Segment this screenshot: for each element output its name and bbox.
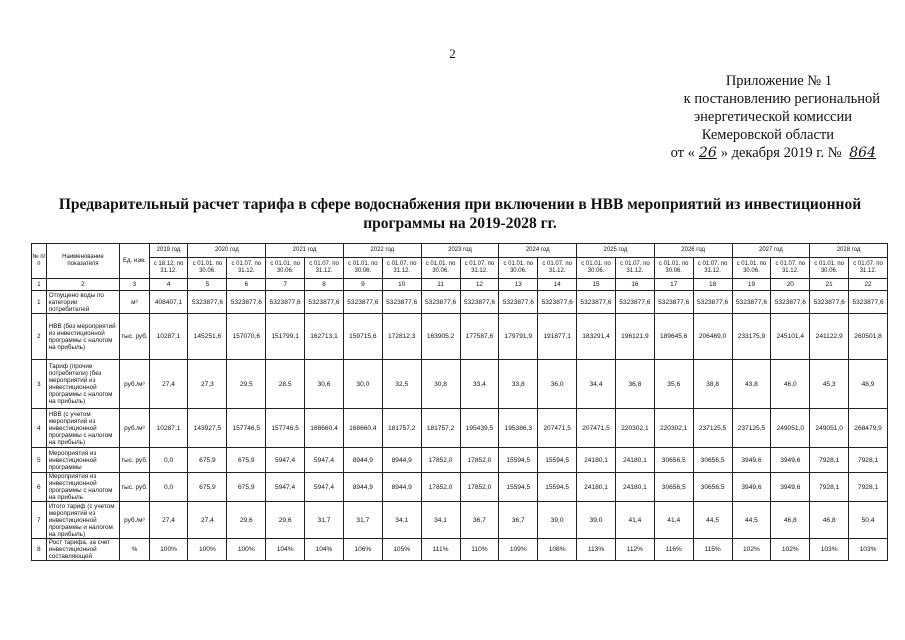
row-value-cell: 17852,0 — [460, 448, 499, 473]
row-value-cell: 36,7 — [460, 502, 499, 539]
row-indicator-name: Отпущено воды по категории потребителей — [46, 291, 120, 314]
row-value-cell: 112% — [615, 539, 654, 561]
date-suffix: » декабря 2019 г. № — [720, 145, 842, 161]
row-unit: тыс. руб. — [120, 448, 149, 473]
row-value-cell: 29,6 — [227, 502, 266, 539]
row-value-cell: 102% — [771, 539, 810, 561]
row-unit: руб./м³ — [120, 502, 149, 539]
header-period: с 01.01. по 30.06. — [810, 258, 849, 279]
row-number: 6 — [32, 473, 47, 502]
row-value-cell: 44,5 — [732, 502, 771, 539]
table-body — [32, 279, 888, 561]
row-value-cell: 237125,5 — [693, 409, 732, 448]
row-value-cell: 38,8 — [693, 360, 732, 409]
header-name: Наименование показателя — [46, 244, 120, 279]
row-indicator-name: НВВ (без мероприятий из инвестиционной программы с налогом на прибыль) — [46, 314, 120, 360]
header-unit: Ед. изм. — [120, 244, 149, 279]
row-value-cell: 145251,6 — [188, 314, 227, 360]
row-number: 3 — [32, 360, 47, 409]
row-value-cell: 17852,0 — [421, 473, 460, 502]
row-value-cell: 3949,6 — [732, 448, 771, 473]
row-value-cell: 5323877,6 — [343, 291, 382, 314]
row-value-cell: 100% — [188, 539, 227, 561]
row-value-cell: 189645,6 — [654, 314, 693, 360]
row-value-cell: 8944,9 — [382, 473, 421, 502]
row-value-cell: 17852,0 — [421, 448, 460, 473]
header-year: 2022 год — [343, 244, 421, 258]
header-period: с 01.07. по 31.12. — [693, 258, 732, 279]
header-year: 2024 год — [499, 244, 577, 258]
row-value-cell: 30,6 — [305, 360, 344, 409]
row-value-cell: 195386,3 — [499, 409, 538, 448]
title-line-1: Предварительный расчет тарифа в сфере водоснабжения при включении в НВВ мероприятий из инвестиционной — [58, 196, 862, 213]
col-number: 20 — [771, 279, 810, 291]
row-indicator-name: Мероприятия из инвестиционной программы с налогом на прибыль — [46, 473, 120, 502]
appendix-line-3: энергетической комиссии — [693, 109, 852, 125]
col-number: 18 — [693, 279, 732, 291]
row-value-cell: 168660,4 — [343, 409, 382, 448]
row-value-cell: 675,9 — [188, 448, 227, 473]
row-value-cell: 15594,5 — [538, 473, 577, 502]
table-row — [32, 360, 888, 409]
table-row — [32, 409, 888, 448]
row-value-cell: 113% — [577, 539, 616, 561]
row-value-cell: 103% — [810, 539, 849, 561]
row-value-cell: 30,8 — [421, 360, 460, 409]
row-value-cell: 31,7 — [305, 502, 344, 539]
row-value-cell: 50,4 — [849, 502, 888, 539]
row-value-cell: 5323877,6 — [499, 291, 538, 314]
row-value-cell: 33,4 — [460, 360, 499, 409]
table-row — [32, 502, 888, 539]
row-value-cell: 24180,1 — [615, 473, 654, 502]
row-value-cell: 39,0 — [538, 502, 577, 539]
column-number-row — [32, 279, 888, 291]
row-value-cell: 220302,1 — [615, 409, 654, 448]
row-value-cell: 5947,4 — [305, 473, 344, 502]
row-number: 2 — [32, 314, 47, 360]
col-number: 13 — [499, 279, 538, 291]
row-value-cell: 163905,2 — [421, 314, 460, 360]
row-value-cell: 46,0 — [771, 360, 810, 409]
appendix-line-5 — [560, 144, 880, 162]
row-value-cell: 5323877,6 — [849, 291, 888, 314]
row-unit: руб./м³ — [120, 360, 149, 409]
row-value-cell: 5323877,6 — [266, 291, 305, 314]
row-value-cell: 44,5 — [693, 502, 732, 539]
header-period: с 01.07. по 31.12. — [615, 258, 654, 279]
header-period: с 01.07. по 31.12. — [227, 258, 266, 279]
header-year: 2023 год — [421, 244, 499, 258]
row-value-cell: 5323877,6 — [305, 291, 344, 314]
header-period: с 01.01. по 30.06. — [732, 258, 771, 279]
col-number: 19 — [732, 279, 771, 291]
row-value-cell: 104% — [266, 539, 305, 561]
row-value-cell: 27,4 — [188, 502, 227, 539]
row-value-cell: 30656,5 — [693, 448, 732, 473]
row-value-cell: 15594,5 — [538, 448, 577, 473]
row-value-cell: 41,4 — [654, 502, 693, 539]
row-value-cell: 108% — [538, 539, 577, 561]
col-number: 2 — [46, 279, 120, 291]
appendix-block — [560, 72, 880, 162]
header-period: с 01.01. по 30.06. — [188, 258, 227, 279]
appendix-line-1: Приложение № 1 — [725, 73, 832, 89]
row-value-cell: 5323877,6 — [771, 291, 810, 314]
row-number: 4 — [32, 409, 47, 448]
row-value-cell: 29,5 — [227, 360, 266, 409]
row-value-cell: 10287,1 — [149, 314, 188, 360]
row-value-cell: 32,5 — [382, 360, 421, 409]
row-value-cell: 159715,6 — [343, 314, 382, 360]
row-value-cell: 46,8 — [771, 502, 810, 539]
table-row — [32, 291, 888, 314]
row-value-cell: 241122,9 — [810, 314, 849, 360]
header-period: с 18.12. по 31.12. — [149, 258, 188, 279]
row-value-cell: 39,0 — [577, 502, 616, 539]
row-value-cell: 24180,1 — [577, 473, 616, 502]
row-value-cell: 30656,5 — [693, 473, 732, 502]
row-indicator-name: Рост тарифа, за счет инвестиционной составляющей — [46, 539, 120, 561]
row-value-cell: 5323877,6 — [693, 291, 732, 314]
table-row — [32, 314, 888, 360]
header-year: 2028 год — [810, 244, 888, 258]
row-value-cell: 5323877,6 — [227, 291, 266, 314]
row-value-cell: 5323877,6 — [460, 291, 499, 314]
header-year: 2027 год — [732, 244, 810, 258]
header-row-periods — [32, 258, 888, 279]
row-value-cell: 33,8 — [499, 360, 538, 409]
header-period: с 01.01. по 30.06. — [499, 258, 538, 279]
header-period: с 01.07. по 31.12. — [849, 258, 888, 279]
col-number: 6 — [227, 279, 266, 291]
col-number: 5 — [188, 279, 227, 291]
header-period: с 01.01. по 30.06. — [266, 258, 305, 279]
row-value-cell: 110% — [460, 539, 499, 561]
row-value-cell: 5323877,6 — [421, 291, 460, 314]
row-unit: % — [120, 539, 149, 561]
row-value-cell: 143927,5 — [188, 409, 227, 448]
row-value-cell: 177587,6 — [460, 314, 499, 360]
row-value-cell: 237125,5 — [732, 409, 771, 448]
row-unit: тыс. руб. — [120, 473, 149, 502]
header-year: 2026 год — [654, 244, 732, 258]
row-value-cell: 249051,0 — [810, 409, 849, 448]
row-value-cell: 233175,9 — [732, 314, 771, 360]
table-row — [32, 448, 888, 473]
header-period: с 01.01. по 30.06. — [421, 258, 460, 279]
row-value-cell: 24180,1 — [615, 448, 654, 473]
row-value-cell: 157746,5 — [227, 409, 266, 448]
row-value-cell: 116% — [654, 539, 693, 561]
row-value-cell: 105% — [382, 539, 421, 561]
row-value-cell: 27,3 — [188, 360, 227, 409]
header-period: с 01.07. по 31.12. — [460, 258, 499, 279]
row-value-cell: 195439,5 — [460, 409, 499, 448]
row-value-cell: 5947,4 — [266, 473, 305, 502]
row-value-cell: 181757,2 — [421, 409, 460, 448]
col-number: 4 — [149, 279, 188, 291]
row-value-cell: 15594,5 — [499, 473, 538, 502]
handwritten-day: 26 — [698, 145, 717, 161]
row-value-cell: 5323877,6 — [188, 291, 227, 314]
header-year: 2021 год — [266, 244, 344, 258]
row-value-cell: 17852,0 — [460, 473, 499, 502]
row-value-cell: 34,1 — [421, 502, 460, 539]
col-number: 16 — [615, 279, 654, 291]
row-value-cell: 5947,4 — [266, 448, 305, 473]
col-number: 3 — [120, 279, 149, 291]
col-number: 11 — [421, 279, 460, 291]
row-value-cell: 408407,1 — [149, 291, 188, 314]
row-value-cell: 7928,1 — [849, 473, 888, 502]
row-value-cell: 27,4 — [149, 360, 188, 409]
appendix-line-2: к постановлению региональной — [683, 91, 880, 107]
header-no: № п/п — [32, 244, 47, 279]
row-value-cell: 103% — [849, 539, 888, 561]
row-value-cell: 5323877,6 — [538, 291, 577, 314]
row-value-cell: 36,8 — [615, 360, 654, 409]
row-value-cell: 24180,1 — [577, 448, 616, 473]
col-number: 7 — [266, 279, 305, 291]
row-value-cell: 15594,5 — [499, 448, 538, 473]
row-value-cell: 106% — [343, 539, 382, 561]
row-value-cell: 5323877,6 — [654, 291, 693, 314]
col-number: 22 — [849, 279, 888, 291]
tariff-table — [31, 243, 888, 561]
row-value-cell: 8944,9 — [343, 448, 382, 473]
page-number: 2 — [449, 46, 456, 61]
col-number: 15 — [577, 279, 616, 291]
row-value-cell: 157070,6 — [227, 314, 266, 360]
col-number: 1 — [32, 279, 47, 291]
row-value-cell: 35,6 — [654, 360, 693, 409]
row-indicator-name: Тариф (прочие потребители) (без мероприятий из инвестиционной программы с налогом на прибыль) — [46, 360, 120, 409]
row-value-cell: 3949,6 — [771, 473, 810, 502]
row-value-cell: 157746,5 — [266, 409, 305, 448]
row-value-cell: 7928,1 — [810, 473, 849, 502]
row-value-cell: 191877,1 — [538, 314, 577, 360]
row-value-cell: 151799,1 — [266, 314, 305, 360]
row-value-cell: 115% — [693, 539, 732, 561]
header-period: с 01.01. по 30.06. — [577, 258, 616, 279]
row-value-cell: 206469,0 — [693, 314, 732, 360]
col-number: 9 — [343, 279, 382, 291]
row-unit: руб./м³ — [120, 409, 149, 448]
row-value-cell: 8944,9 — [382, 448, 421, 473]
row-value-cell: 181757,2 — [382, 409, 421, 448]
row-value-cell: 28,5 — [266, 360, 305, 409]
col-number: 8 — [305, 279, 344, 291]
row-value-cell: 41,4 — [615, 502, 654, 539]
header-period: с 01.07. по 31.12. — [771, 258, 810, 279]
row-value-cell: 3949,6 — [771, 448, 810, 473]
row-value-cell: 102% — [732, 539, 771, 561]
header-period: с 01.01. по 30.06. — [343, 258, 382, 279]
row-value-cell: 10287,1 — [149, 409, 188, 448]
col-number: 12 — [460, 279, 499, 291]
row-value-cell: 3949,6 — [732, 473, 771, 502]
header-period: с 01.01. по 30.06. — [654, 258, 693, 279]
row-value-cell: 207471,5 — [577, 409, 616, 448]
row-value-cell: 172812,3 — [382, 314, 421, 360]
row-value-cell: 0,0 — [149, 473, 188, 502]
row-value-cell: 36,0 — [538, 360, 577, 409]
header-row-years — [32, 244, 888, 258]
col-number: 14 — [538, 279, 577, 291]
row-value-cell: 100% — [149, 539, 188, 561]
row-value-cell: 7928,1 — [810, 448, 849, 473]
table-row — [32, 539, 888, 561]
row-value-cell: 5323877,6 — [382, 291, 421, 314]
row-value-cell: 46,8 — [810, 502, 849, 539]
row-value-cell: 220302,1 — [654, 409, 693, 448]
row-indicator-name: Итого тариф (с учетом мероприятий из инвестиционной программы и налогом на прибыль) — [46, 502, 120, 539]
row-number: 5 — [32, 448, 47, 473]
row-value-cell: 162713,1 — [305, 314, 344, 360]
row-value-cell: 5323877,6 — [615, 291, 654, 314]
row-value-cell: 31,7 — [343, 502, 382, 539]
row-value-cell: 5323877,6 — [810, 291, 849, 314]
header-year: 2025 год — [577, 244, 655, 258]
row-indicator-name: Мероприятия из инвестиционной программы — [46, 448, 120, 473]
row-value-cell: 30656,5 — [654, 473, 693, 502]
row-value-cell: 27,4 — [149, 502, 188, 539]
row-value-cell: 30,0 — [343, 360, 382, 409]
header-period: с 01.07. по 31.12. — [538, 258, 577, 279]
row-unit: тыс. руб. — [120, 314, 149, 360]
row-number: 1 — [32, 291, 47, 314]
row-value-cell: 109% — [499, 539, 538, 561]
row-value-cell: 5947,4 — [305, 448, 344, 473]
row-value-cell: 675,9 — [188, 473, 227, 502]
col-number: 10 — [382, 279, 421, 291]
col-number: 21 — [810, 279, 849, 291]
row-value-cell: 196121,9 — [615, 314, 654, 360]
row-value-cell: 168660,4 — [305, 409, 344, 448]
row-unit: м³ — [120, 291, 149, 314]
date-prefix: от « — [670, 145, 695, 161]
row-value-cell: 5323877,6 — [577, 291, 616, 314]
row-value-cell: 0,0 — [149, 448, 188, 473]
row-value-cell: 179791,9 — [499, 314, 538, 360]
table-row — [32, 473, 888, 502]
row-value-cell: 34,4 — [577, 360, 616, 409]
row-value-cell: 260501,8 — [849, 314, 888, 360]
row-value-cell: 100% — [227, 539, 266, 561]
row-number: 8 — [32, 539, 47, 561]
header-period: с 01.07. по 31.12. — [305, 258, 344, 279]
row-value-cell: 207471,5 — [538, 409, 577, 448]
row-value-cell: 7928,1 — [849, 448, 888, 473]
row-value-cell: 104% — [305, 539, 344, 561]
row-value-cell: 111% — [421, 539, 460, 561]
row-value-cell: 245101,4 — [771, 314, 810, 360]
header-period: с 01.07. по 31.12. — [382, 258, 421, 279]
row-value-cell: 43,8 — [732, 360, 771, 409]
row-value-cell: 36,7 — [499, 502, 538, 539]
header-year: 2020 год — [188, 244, 266, 258]
row-number: 7 — [32, 502, 47, 539]
handwritten-number: 864 — [849, 145, 876, 161]
row-value-cell: 675,9 — [227, 448, 266, 473]
row-value-cell: 8944,9 — [343, 473, 382, 502]
row-value-cell: 5323877,6 — [732, 291, 771, 314]
row-value-cell: 48,9 — [849, 360, 888, 409]
row-value-cell: 34,1 — [382, 502, 421, 539]
header-year: 2019 год — [149, 244, 188, 258]
document-title — [40, 195, 880, 233]
row-value-cell: 268479,9 — [849, 409, 888, 448]
row-value-cell: 30656,5 — [654, 448, 693, 473]
row-value-cell: 675,9 — [227, 473, 266, 502]
row-indicator-name: НВВ (с учетом мероприятий из инвестиционной программы с налогом на прибыль) — [46, 409, 120, 448]
appendix-line-4: Кемеровской области — [701, 127, 834, 143]
row-value-cell: 45,3 — [810, 360, 849, 409]
title-line-2: программы на 2019-2028 гг. — [363, 215, 557, 232]
row-value-cell: 183291,4 — [577, 314, 616, 360]
row-value-cell: 249051,0 — [771, 409, 810, 448]
row-value-cell: 29,6 — [266, 502, 305, 539]
col-number: 17 — [654, 279, 693, 291]
